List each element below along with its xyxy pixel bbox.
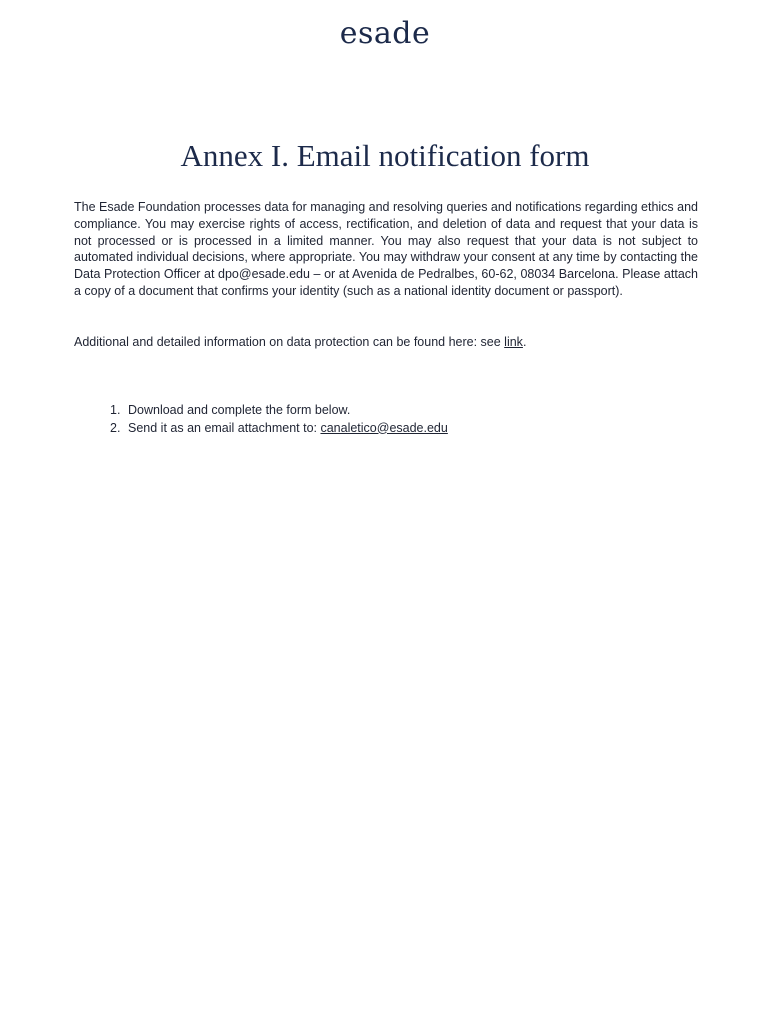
additional-info-period: . xyxy=(522,335,527,349)
step-number: 1. xyxy=(110,403,121,417)
page-title: Annex I. Email notification form xyxy=(180,138,590,173)
instructions-list xyxy=(110,402,448,437)
step-text: Download and complete the form below. xyxy=(128,403,351,417)
list-item xyxy=(110,402,448,420)
additional-info-paragraph xyxy=(74,334,698,351)
esade-logo: esade xyxy=(339,16,431,51)
additional-info-text: Additional and detailed information on data protection can be found here: see xyxy=(74,335,505,349)
step-text: Send it as an email attachment to: xyxy=(128,420,321,435)
list-item xyxy=(110,420,448,438)
data-protection-paragraph: The Esade Foundation processes data for managing and resolving queries and notifications regarding ethics and compliance. You may exercise rights of access, rectification, and deletion of data and request that your data is not processed or is processed in a limited manner. You may also request that your data is not subject to automated individual decisions, where appropriate. You may withdraw your consent at any time by contacting the Data Protection Officer at dpo@esade.edu – or at Avenida de Pedralbes, 60-62, 08034 Barcelona. Please attach a copy of a document that confirms your identity (such as a national identity document or passport). xyxy=(74,200,699,298)
email-link[interactable]: canaletico@esade.edu xyxy=(320,420,448,435)
data-protection-link[interactable]: link xyxy=(504,335,523,349)
step-number: 2. xyxy=(110,420,121,435)
